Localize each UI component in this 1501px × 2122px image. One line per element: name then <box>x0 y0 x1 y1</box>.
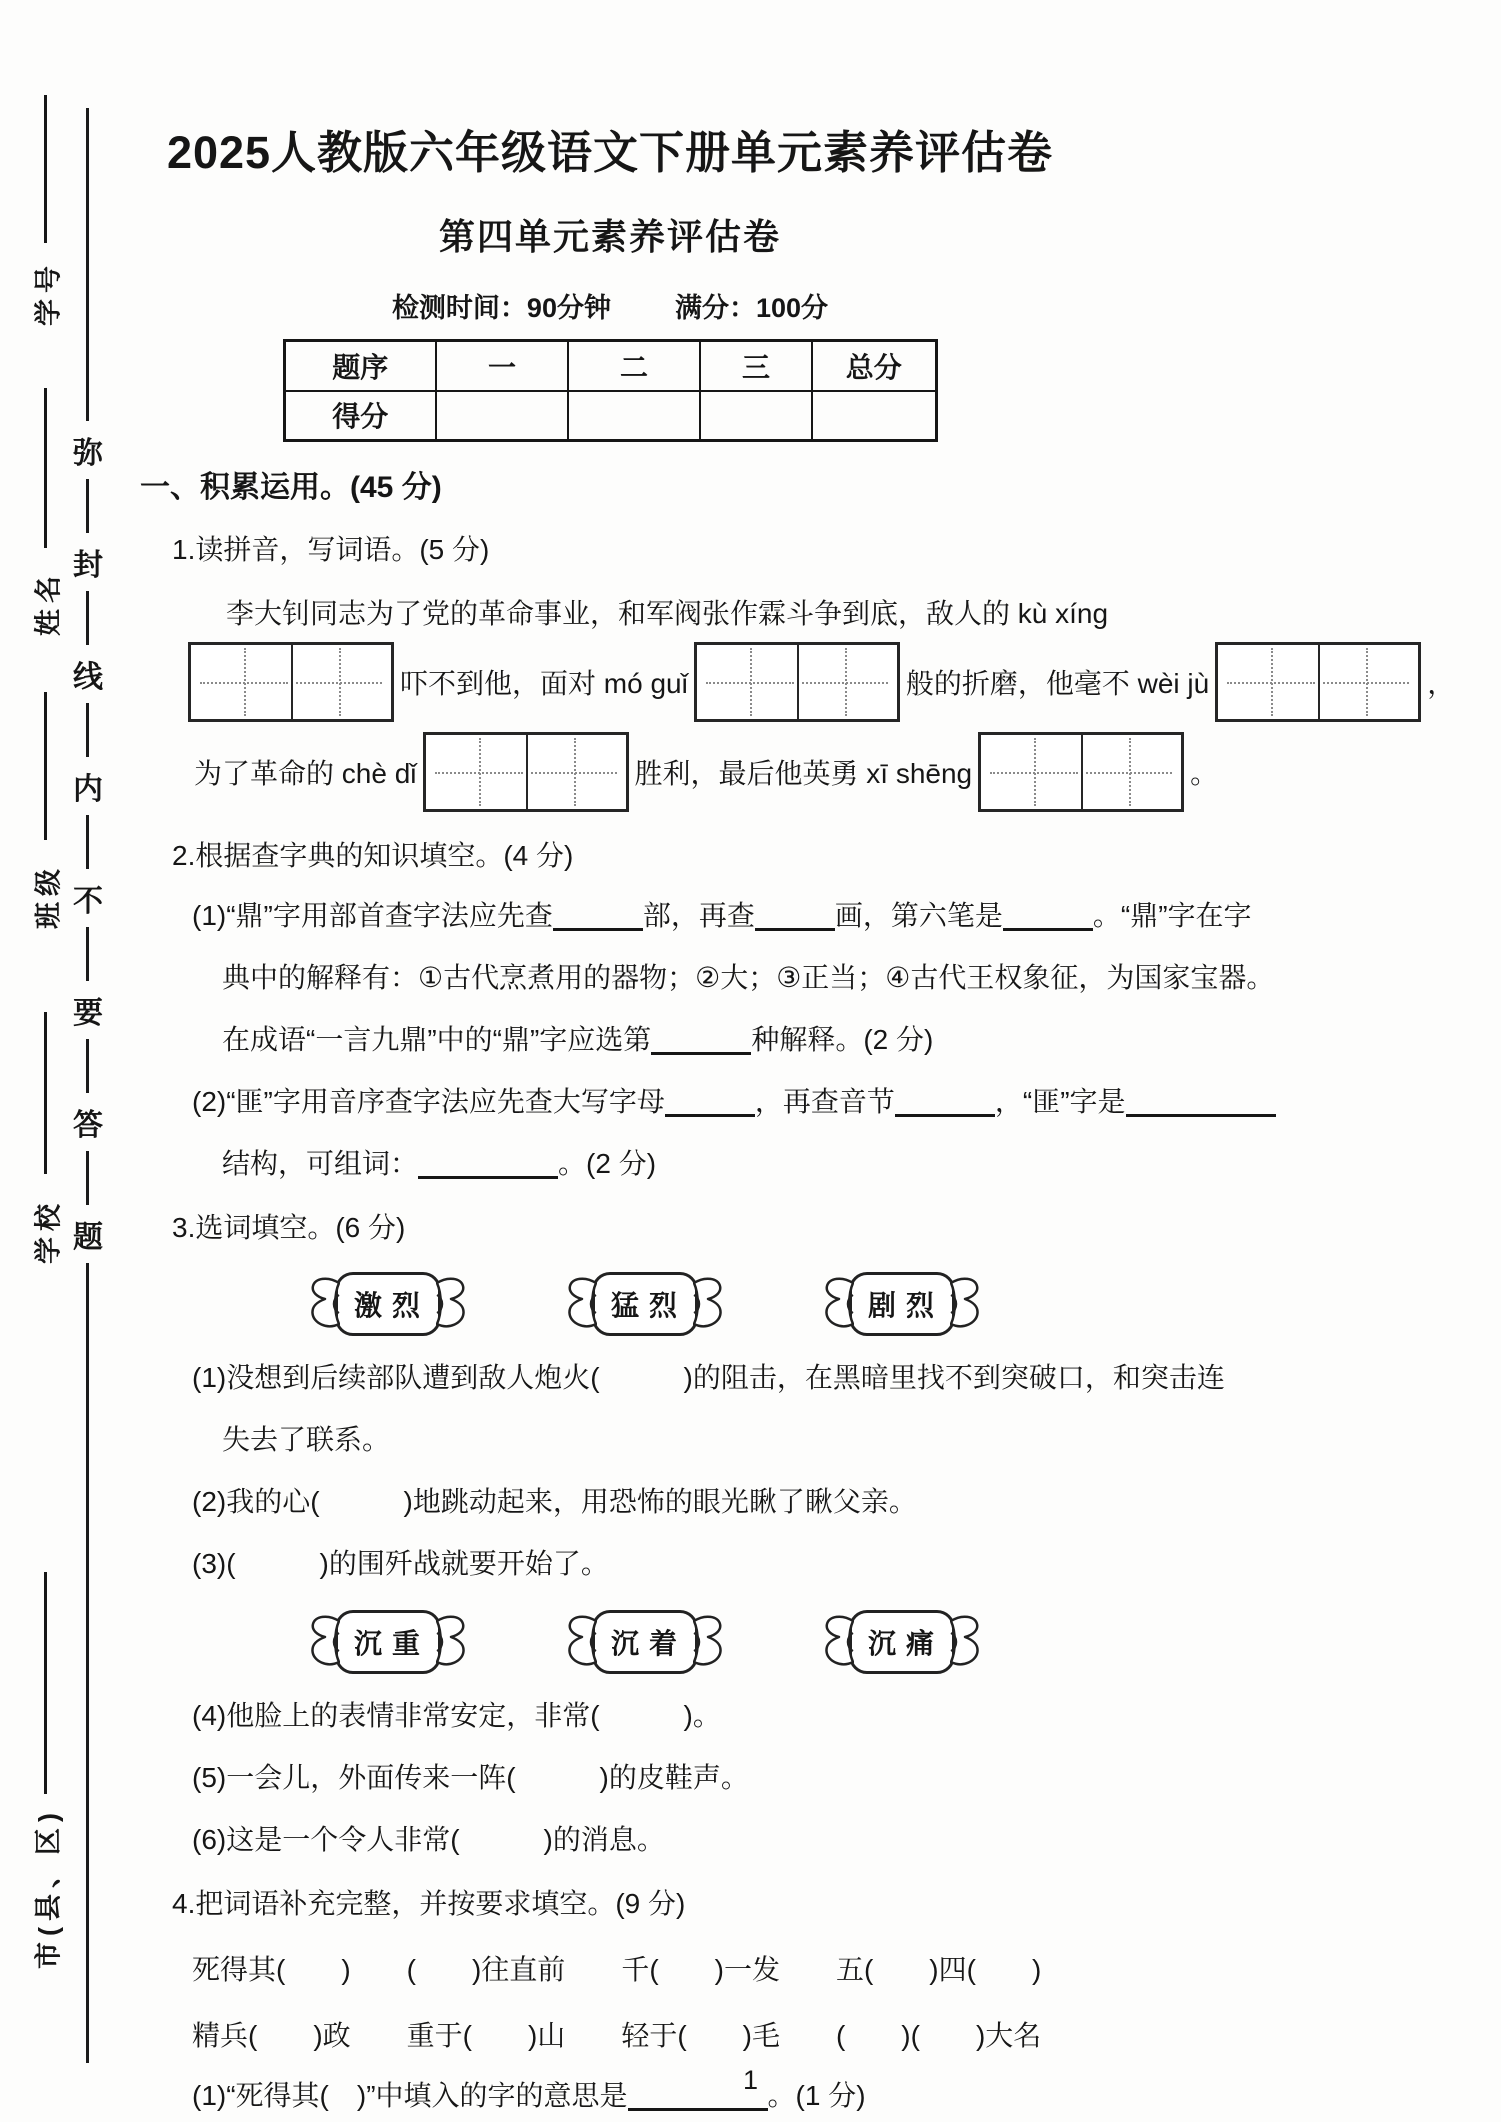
q1-text-line <box>188 732 1370 812</box>
word-option-label: 沉重 <box>335 1610 441 1674</box>
page-subtitle: 第四单元素养评估卷 <box>438 216 781 257</box>
answer-blank[interactable] <box>651 1025 751 1055</box>
score-table-header: 总分 <box>812 341 936 391</box>
q2-text-segment: 。(2 分) <box>558 1148 657 1179</box>
candy-bow-icon <box>950 1275 980 1333</box>
seal-line-char: 封 <box>72 533 104 591</box>
seal-line-rule <box>86 108 89 2063</box>
candy-bow-icon <box>310 1275 340 1333</box>
page-number: 1 <box>742 2065 759 2095</box>
section-1-heading: 一、积累运用。(45 分) <box>140 471 442 504</box>
q1-text-segment: ， <box>1427 668 1456 699</box>
seal-line-char: 要 <box>72 981 104 1039</box>
q3-sentence: (6)这是一个令人非常( )的消息。 <box>192 1824 665 1855</box>
score-table-header: 三 <box>700 341 812 391</box>
word-option-label: 激烈 <box>335 1272 441 1336</box>
score-cell-empty[interactable] <box>812 391 936 441</box>
q4-idiom: 千( )一发 <box>621 1954 780 1985</box>
q2-text-segment: ，再查音节 <box>754 1086 895 1117</box>
q1-text-segment: 胜利，最后他英勇 xī shēng <box>634 758 973 789</box>
q2-text-line: 典中的解释有：①古代烹煮用的器物；②大；③正当；④古代王权象征，为国家宝器。 <box>222 962 1275 993</box>
answer-blank[interactable] <box>1126 1087 1276 1117</box>
page-title: 2025人教版六年级语文下册单元素养评估卷 <box>166 127 1054 178</box>
q2-text-segment: 。“鼎”字在字 <box>1092 900 1252 931</box>
score-cell-empty[interactable] <box>700 391 812 441</box>
sidebar-field-label: 姓名 <box>33 570 64 636</box>
answer-blank[interactable] <box>665 1087 755 1117</box>
q4-idiom: ( )( )大名 <box>835 2020 1042 2051</box>
word-option-candy <box>572 1610 718 1674</box>
candy-bow-icon <box>436 1275 466 1333</box>
writing-grid[interactable] <box>423 732 629 812</box>
q1-text-segment: 吓不到他，面对 mó guǐ <box>400 668 688 699</box>
q2-text-segment: 部，再查 <box>642 900 755 931</box>
exam-content <box>140 0 1456 2116</box>
q4-idiom: ( )往直前 <box>406 1954 566 1985</box>
q3-sentence: (3)( )的围歼战就要开始了。 <box>192 1548 609 1579</box>
score-cell-empty[interactable] <box>436 391 568 441</box>
q3-sentence: (5)一会儿，外面传来一阵( )的皮鞋声。 <box>192 1762 749 1793</box>
word-option-candy <box>315 1610 461 1674</box>
q3-sentence: 失去了联系。 <box>222 1424 391 1455</box>
q1-text-line <box>188 642 1456 722</box>
field-blank-line <box>44 692 47 840</box>
question-3-title: 3.选词填空。(6 分) <box>172 1212 406 1243</box>
candy-bow-icon <box>693 1275 723 1333</box>
word-option-label: 沉痛 <box>849 1610 955 1674</box>
q4-idiom-row <box>192 2014 1370 2054</box>
word-option-candy <box>315 1272 461 1336</box>
question-2-body <box>192 896 1370 1184</box>
score-table-header: 题序 <box>284 341 436 391</box>
q2-text-segment: (2)“匪”字用音序查字法应先查大写字母 <box>192 1086 665 1117</box>
answer-blank[interactable] <box>1003 901 1093 931</box>
seal-line-char: 答 <box>72 1093 104 1151</box>
q1-text-line: 李大钊同志为了党的革命事业，和军阀张作霖斗争到底，敌人的 kù xíng <box>226 598 1109 629</box>
word-option-label: 沉着 <box>592 1610 698 1674</box>
word-option-label: 剧烈 <box>849 1272 955 1336</box>
q1-text-segment: 般的折磨，他毫不 wèi jù <box>905 668 1210 699</box>
sidebar-field-label: 学号 <box>33 260 64 326</box>
candy-bow-icon <box>950 1613 980 1671</box>
q2-text-segment: 在成语“一言九鼎”中的“鼎”字应选第 <box>222 1024 652 1055</box>
q2-text-segment: ，“匪”字是 <box>994 1086 1126 1117</box>
q4-idiom-row <box>192 1948 1370 1988</box>
writing-grid[interactable] <box>978 732 1184 812</box>
answer-blank[interactable] <box>755 901 835 931</box>
exam-duration: 检测时间：90分钟 <box>391 293 611 323</box>
field-blank-line <box>44 1572 47 1794</box>
word-options-row-1 <box>315 1272 975 1336</box>
exam-full-score: 满分：100分 <box>674 293 829 323</box>
q2-text-segment: (1)“鼎”字用部首查字法应先查 <box>192 900 553 931</box>
question-2-title: 2.根据查字典的知识填空。(4 分) <box>172 840 574 871</box>
seal-line-char: 题 <box>72 1205 104 1263</box>
field-blank-line <box>44 95 47 243</box>
question-1-paragraph <box>188 592 1456 812</box>
seal-line-char: 线 <box>72 645 104 703</box>
q4-idiom: 重于( )山 <box>406 2020 566 2051</box>
score-row-label: 得分 <box>284 391 436 441</box>
candy-bow-icon <box>824 1613 854 1671</box>
q2-text-segment: 画，第六笔是 <box>834 900 1003 931</box>
seal-line-char: 弥 <box>72 421 104 479</box>
candy-bow-icon <box>824 1275 854 1333</box>
q4-idiom: 精兵( )政 <box>192 2020 351 2051</box>
seal-line-char: 不 <box>72 869 104 927</box>
question-3-body <box>192 1358 1370 1584</box>
writing-grid[interactable] <box>1215 642 1421 722</box>
q1-text-segment: 。 <box>1190 758 1219 789</box>
q4-text-segment: 。(1 分) <box>767 2080 866 2111</box>
seal-line-char: 内 <box>72 757 104 815</box>
sidebar-field-label: 市(县、区) <box>33 1807 64 1969</box>
field-blank-line <box>44 1012 47 1174</box>
answer-blank[interactable] <box>418 1149 558 1179</box>
question-3-body-2 <box>192 1696 1370 1860</box>
word-option-candy <box>829 1610 975 1674</box>
word-option-candy <box>572 1272 718 1336</box>
q3-sentence: (4)他脸上的表情非常安定，非常( )。 <box>192 1700 721 1731</box>
word-option-label: 猛烈 <box>592 1272 698 1336</box>
candy-bow-icon <box>693 1613 723 1671</box>
q4-text-segment: (1)“死得其( )”中填入的字的意思是 <box>192 2080 628 2111</box>
q3-sentence: (1)没想到后续部队遭到敌人炮火( )的阻击，在黑暗里找不到突破口，和突击连 <box>192 1362 1225 1393</box>
q1-text-segment: 为了革命的 chè dǐ <box>194 758 417 789</box>
q4-idiom: 轻于( )毛 <box>621 2020 780 2051</box>
word-option-candy <box>829 1272 975 1336</box>
candy-bow-icon <box>567 1275 597 1333</box>
q2-text-segment: 结构，可组词： <box>222 1148 419 1179</box>
answer-blank[interactable] <box>553 901 643 931</box>
candy-bow-icon <box>310 1613 340 1671</box>
field-blank-line <box>44 388 47 548</box>
q2-text-segment: 种解释。(2 分) <box>751 1024 934 1055</box>
q4-idiom: 死得其( ) <box>192 1954 351 1985</box>
q4-idiom: 五( )四( ) <box>835 1954 1042 1985</box>
word-options-row-2 <box>315 1610 975 1674</box>
score-table <box>283 339 938 442</box>
q3-sentence: (2)我的心( )地跳动起来，用恐怖的眼光瞅了瞅父亲。 <box>192 1486 917 1517</box>
answer-blank[interactable] <box>895 1087 995 1117</box>
writing-grid[interactable] <box>694 642 900 722</box>
sidebar-field-label: 学校 <box>33 1198 64 1264</box>
question-4-title: 4.把词语补充完整，并按要求填空。(9 分) <box>172 1888 686 1919</box>
candy-bow-icon <box>567 1613 597 1671</box>
candy-bow-icon <box>436 1613 466 1671</box>
score-table-header: 二 <box>568 341 700 391</box>
score-cell-empty[interactable] <box>568 391 700 441</box>
writing-grid[interactable] <box>188 642 394 722</box>
score-table-header: 一 <box>436 341 568 391</box>
question-1-title: 1.读拼音，写词语。(5 分) <box>172 534 490 565</box>
sidebar-field-label: 班级 <box>33 863 64 929</box>
